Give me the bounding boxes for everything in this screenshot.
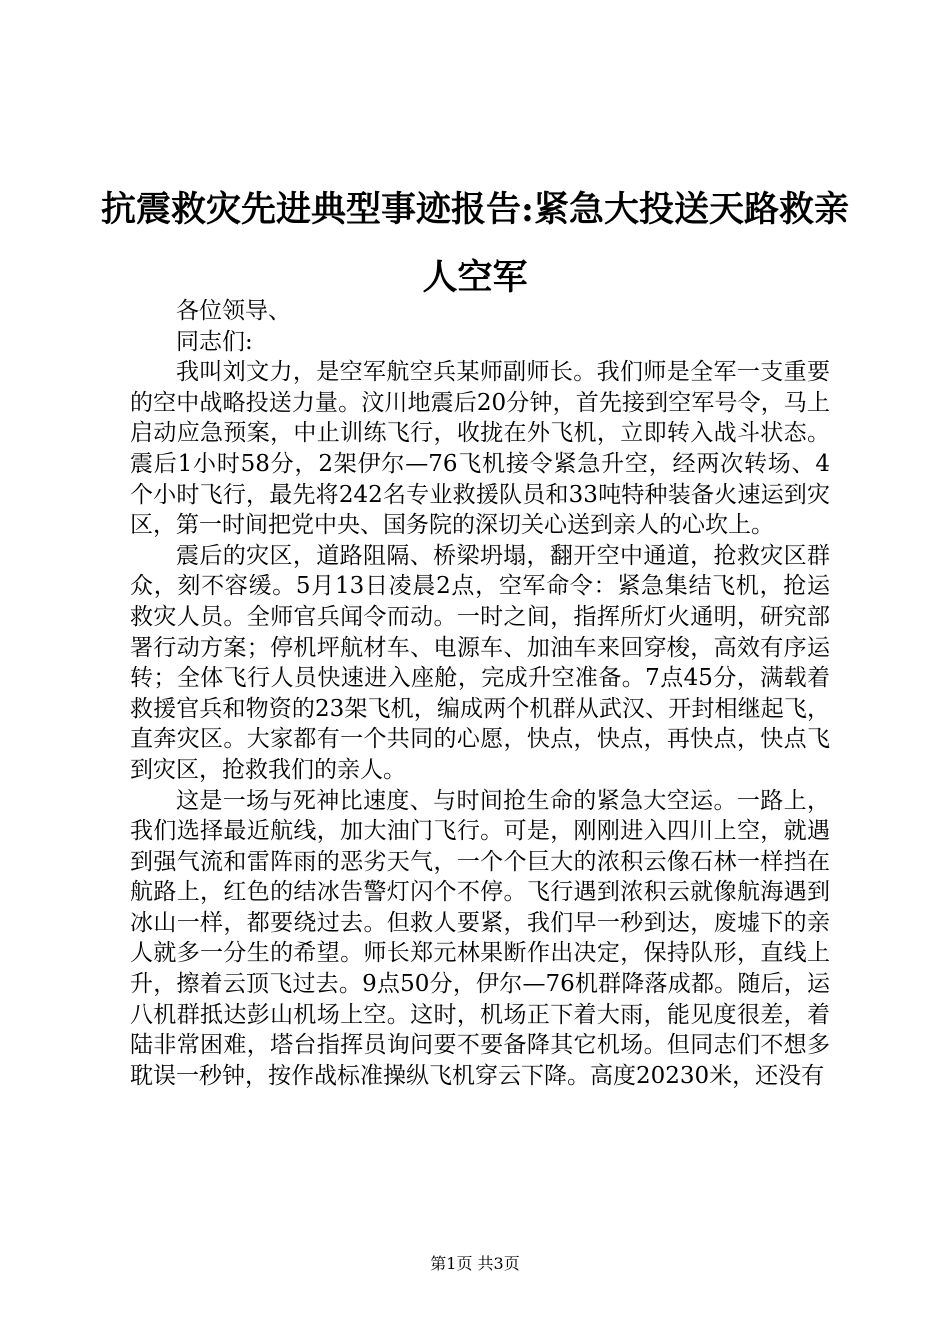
body-paragraph: 我叫刘文力，是空军航空兵某师副师长。我们师是全军一支重要的空中战略投送力量。汶川地震后20分钟，首先接到空军号令，马上启动应急预案，中止训练飞行，收拢在外飞机，立即转入战斗状态。震后1小时58分，2架伊尔—76飞机接令紧急升空，经两次转场、4个小时飞行，最先将242名专业救援队员和33吨特种装备火速运到灾区，第一时间把党中央、国务院的深切关心送到亲人的心坎上。 — [130, 359, 830, 539]
document-title: 抗震救灾先进典型事迹报告:紧急大投送天路救亲人空军 — [101, 189, 849, 298]
body-paragraph: 震后的灾区，道路阻隔、桥梁坍塌，翻开空中通道，抢救灾区群众，刻不容缓。5月13日凌晨2点，空军命令：紧急集结飞机，抢运救灾人员。全师官兵闻令而动。一时之间，指挥所灯火通明，研究部署行动方案；停机坪航材车、电源车、加油车来回穿梭，高效有序运转；全体飞行人员快速进入座舱，完成升空准备。7点45分，满载着救援官兵和物资的23架飞机，编成两个机群从武汉、开封相继起飞，直奔灾区。大家都有一个共同的心愿，快点，快点，再快点，快点飞到灾区，抢救我们的亲人。 — [130, 542, 830, 783]
body-paragraph: 这是一场与死神比速度、与时间抢生命的紧急大空运。一路上，我们选择最近航线，加大油门飞行。可是，刚刚进入四川上空，就遇到强气流和雷阵雨的恶劣天气，一个个巨大的浓积云像石林一样挡在航路上，红色的结冰告警灯闪个不停。飞行遇到浓积云就像航海遇到冰山一样，都要绕过去。但救人要紧，我们早一秒到达，废墟下的亲人就多一分生的希望。师长郑元林果断作出决定，保持队形，直线上升，擦着云顶飞过去。9点50分，伊尔—76机群降落成都。随后，运八机群抵达彭山机场上空。这时，机场正下着大雨，能见度很差，着陆非常困难，塔台指挥员询问要不要备降其它机场。但同志们不想多耽误一秒钟，按作战标准操纵飞机穿云下降。高度20230米，还没有 — [130, 787, 830, 1089]
salutation-line: 各位领导、 — [176, 298, 291, 324]
document-body — [130, 296, 830, 1091]
page-footer: 第1页 共3页 — [430, 1254, 520, 1273]
salutation-line: 同志们: — [176, 328, 253, 355]
